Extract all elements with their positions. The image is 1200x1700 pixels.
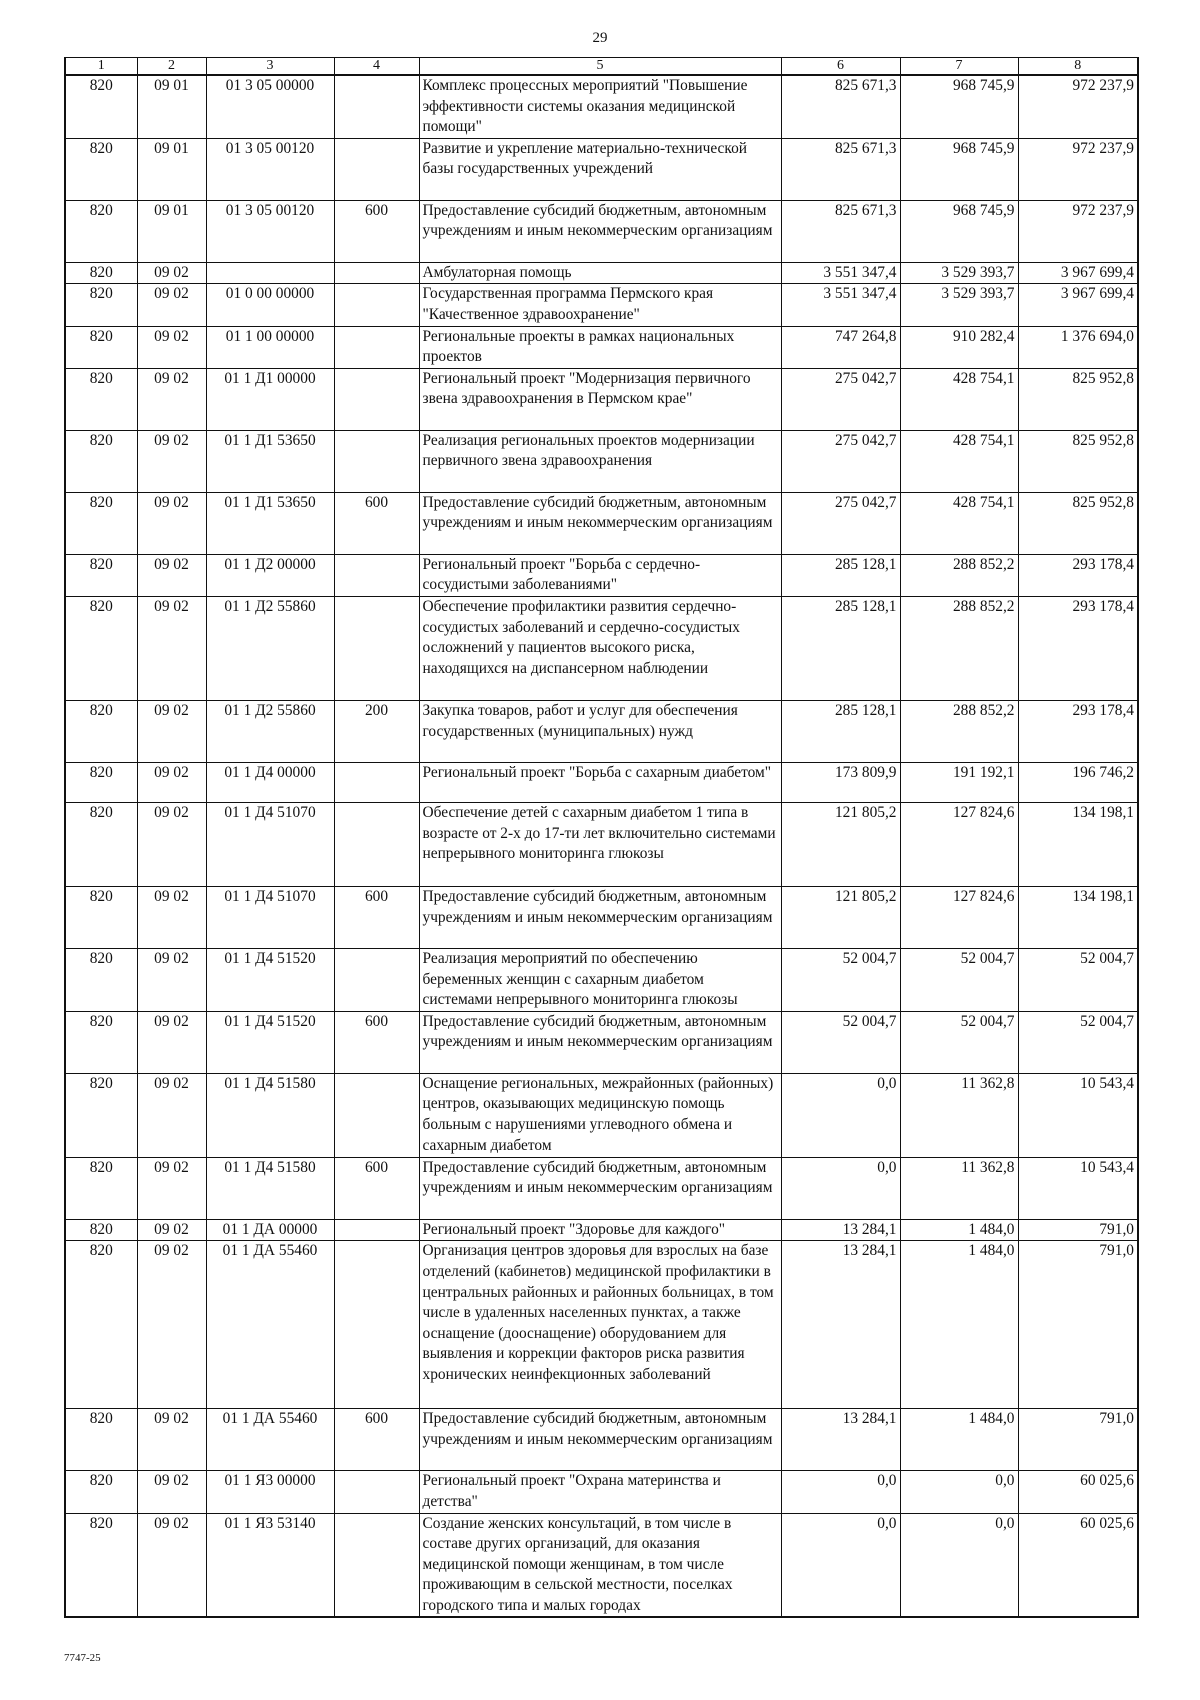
cell-col-1: 820	[65, 948, 137, 1011]
cell-col-1: 820	[65, 326, 137, 368]
cell-col-7: 0,0	[900, 1513, 1018, 1617]
cell-col-4	[334, 1513, 419, 1617]
cell-col-7: 428 754,1	[900, 430, 1018, 492]
cell-col-3: 01 1 ДА 55460	[206, 1409, 334, 1471]
cell-col-5: Региональный проект "Здоровье для каждого"	[419, 1219, 781, 1241]
cell-col-7: 1 484,0	[900, 1241, 1018, 1409]
cell-col-4	[334, 596, 419, 700]
cell-col-6: 747 264,8	[781, 326, 900, 368]
cell-col-8: 60 025,6	[1018, 1513, 1138, 1617]
cell-col-5: Создание женских консультаций, в том числе в составе других организаций, для оказания медицинской помощи женщинам, в том числе проживающим в сельской местности, поселках городского типа и малых городах	[419, 1513, 781, 1617]
cell-col-8: 60 025,6	[1018, 1471, 1138, 1513]
table-row	[65, 948, 1138, 1011]
cell-col-1: 820	[65, 1471, 137, 1513]
cell-col-8: 196 746,2	[1018, 762, 1138, 802]
table-row	[65, 1219, 1138, 1241]
cell-col-8: 972 237,9	[1018, 200, 1138, 262]
cell-col-2: 09 02	[137, 326, 206, 368]
cell-col-5: Предоставление субсидий бюджетным, автономным учреждениям и иным некоммерческим организациям	[419, 200, 781, 262]
cell-col-7: 52 004,7	[900, 1011, 1018, 1073]
cell-col-7: 11 362,8	[900, 1073, 1018, 1157]
cell-col-5: Обеспечение детей с сахарным диабетом 1 типа в возрасте от 2-х до 17-ти лет включительно системами непрерывного мониторинга глюкозы	[419, 802, 781, 886]
table-row	[65, 1409, 1138, 1471]
cell-col-4: 600	[334, 1011, 419, 1073]
cell-col-1: 820	[65, 200, 137, 262]
cell-col-7: 1 484,0	[900, 1219, 1018, 1241]
cell-col-6: 3 551 347,4	[781, 284, 900, 326]
cell-col-5: Региональный проект "Модернизация первичного звена здравоохранения в Пермском крае"	[419, 368, 781, 430]
cell-col-8: 1 376 694,0	[1018, 326, 1138, 368]
cell-col-3: 01 1 ДА 00000	[206, 1219, 334, 1241]
cell-col-1: 820	[65, 1219, 137, 1241]
cell-col-7: 288 852,2	[900, 554, 1018, 596]
cell-col-6: 285 128,1	[781, 596, 900, 700]
cell-col-7: 428 754,1	[900, 492, 1018, 554]
cell-col-5: Предоставление субсидий бюджетным, автономным учреждениям и иным некоммерческим организациям	[419, 1011, 781, 1073]
cell-col-4: 600	[334, 1409, 419, 1471]
cell-col-1: 820	[65, 75, 137, 138]
cell-col-7: 428 754,1	[900, 368, 1018, 430]
cell-col-1: 820	[65, 284, 137, 326]
table-row	[65, 1011, 1138, 1073]
cell-col-6: 285 128,1	[781, 700, 900, 762]
cell-col-2: 09 02	[137, 802, 206, 886]
cell-col-1: 820	[65, 886, 137, 948]
column-header-3: 3	[206, 58, 334, 76]
table-row	[65, 262, 1138, 284]
cell-col-8: 293 178,4	[1018, 700, 1138, 762]
cell-col-3: 01 1 00 00000	[206, 326, 334, 368]
cell-col-3: 01 1 Д4 00000	[206, 762, 334, 802]
cell-col-3: 01 1 Д4 51520	[206, 948, 334, 1011]
document-code: 7747-25	[64, 1652, 101, 1664]
cell-col-6: 275 042,7	[781, 368, 900, 430]
cell-col-6: 13 284,1	[781, 1241, 900, 1409]
cell-col-6: 825 671,3	[781, 75, 900, 138]
cell-col-8: 3 967 699,4	[1018, 262, 1138, 284]
cell-col-7: 1 484,0	[900, 1409, 1018, 1471]
cell-col-6: 0,0	[781, 1157, 900, 1219]
cell-col-6: 13 284,1	[781, 1219, 900, 1241]
cell-col-1: 820	[65, 492, 137, 554]
column-header-4: 4	[334, 58, 419, 76]
cell-col-8: 3 967 699,4	[1018, 284, 1138, 326]
cell-col-5: Амбулаторная помощь	[419, 262, 781, 284]
cell-col-1: 820	[65, 1073, 137, 1157]
cell-col-4	[334, 1073, 419, 1157]
table-row	[65, 368, 1138, 430]
column-header-8: 8	[1018, 58, 1138, 76]
cell-col-4	[334, 430, 419, 492]
cell-col-4	[334, 948, 419, 1011]
cell-col-3: 01 1 ДА 55460	[206, 1241, 334, 1409]
cell-col-6: 3 551 347,4	[781, 262, 900, 284]
cell-col-3: 01 1 Д4 51580	[206, 1073, 334, 1157]
cell-col-3: 01 3 05 00120	[206, 138, 334, 200]
cell-col-5: Региональный проект "Охрана материнства и детства"	[419, 1471, 781, 1513]
cell-col-4	[334, 554, 419, 596]
cell-col-2: 09 02	[137, 886, 206, 948]
cell-col-3: 01 3 05 00120	[206, 200, 334, 262]
cell-col-4	[334, 368, 419, 430]
cell-col-7: 3 529 393,7	[900, 284, 1018, 326]
cell-col-2: 09 02	[137, 948, 206, 1011]
cell-col-5: Государственная программа Пермского края "Качественное здравоохранение"	[419, 284, 781, 326]
cell-col-2: 09 01	[137, 75, 206, 138]
cell-col-1: 820	[65, 138, 137, 200]
cell-col-1: 820	[65, 700, 137, 762]
cell-col-7: 968 745,9	[900, 200, 1018, 262]
cell-col-1: 820	[65, 802, 137, 886]
cell-col-6: 0,0	[781, 1471, 900, 1513]
cell-col-2: 09 02	[137, 1409, 206, 1471]
table-row	[65, 326, 1138, 368]
cell-col-8: 10 543,4	[1018, 1157, 1138, 1219]
cell-col-7: 288 852,2	[900, 596, 1018, 700]
column-header-7: 7	[900, 58, 1018, 76]
cell-col-5: Региональный проект "Борьба с сердечно-сосудистыми заболеваниями"	[419, 554, 781, 596]
cell-col-6: 275 042,7	[781, 430, 900, 492]
cell-col-4: 600	[334, 1157, 419, 1219]
cell-col-2: 09 02	[137, 284, 206, 326]
page-number: 29	[592, 30, 608, 46]
cell-col-1: 820	[65, 368, 137, 430]
cell-col-3: 01 1 Д4 51070	[206, 802, 334, 886]
cell-col-2: 09 02	[137, 492, 206, 554]
cell-col-7: 0,0	[900, 1471, 1018, 1513]
cell-col-5: Региональный проект "Борьба с сахарным диабетом"	[419, 762, 781, 802]
cell-col-3: 01 1 Д4 51070	[206, 886, 334, 948]
cell-col-8: 134 198,1	[1018, 802, 1138, 886]
cell-col-8: 972 237,9	[1018, 75, 1138, 138]
cell-col-6: 52 004,7	[781, 1011, 900, 1073]
cell-col-2: 09 01	[137, 200, 206, 262]
cell-col-7: 127 824,6	[900, 802, 1018, 886]
cell-col-8: 52 004,7	[1018, 948, 1138, 1011]
cell-col-6: 825 671,3	[781, 200, 900, 262]
cell-col-3: 01 1 Д1 00000	[206, 368, 334, 430]
cell-col-3: 01 1 Д2 00000	[206, 554, 334, 596]
cell-col-3: 01 1 Д1 53650	[206, 430, 334, 492]
cell-col-7: 968 745,9	[900, 138, 1018, 200]
cell-col-2: 09 02	[137, 368, 206, 430]
cell-col-3: 01 1 Д1 53650	[206, 492, 334, 554]
cell-col-4: 200	[334, 700, 419, 762]
cell-col-2: 09 02	[137, 1073, 206, 1157]
cell-col-6: 52 004,7	[781, 948, 900, 1011]
cell-col-8: 825 952,8	[1018, 492, 1138, 554]
cell-col-6: 275 042,7	[781, 492, 900, 554]
cell-col-6: 825 671,3	[781, 138, 900, 200]
cell-col-3: 01 1 Д4 51520	[206, 1011, 334, 1073]
cell-col-4: 600	[334, 200, 419, 262]
cell-col-7: 968 745,9	[900, 75, 1018, 138]
cell-col-2: 09 02	[137, 700, 206, 762]
cell-col-4	[334, 762, 419, 802]
cell-col-8: 791,0	[1018, 1409, 1138, 1471]
cell-col-1: 820	[65, 1157, 137, 1219]
cell-col-7: 11 362,8	[900, 1157, 1018, 1219]
cell-col-5: Предоставление субсидий бюджетным, автономным учреждениям и иным некоммерческим организациям	[419, 1409, 781, 1471]
cell-col-1: 820	[65, 1513, 137, 1617]
cell-col-8: 791,0	[1018, 1241, 1138, 1409]
table-row	[65, 284, 1138, 326]
cell-col-5: Региональные проекты в рамках национальных проектов	[419, 326, 781, 368]
cell-col-1: 820	[65, 554, 137, 596]
cell-col-4	[334, 262, 419, 284]
column-header-5: 5	[419, 58, 781, 76]
cell-col-5: Предоставление субсидий бюджетным, автономным учреждениям и иным некоммерческим организациям	[419, 1157, 781, 1219]
header-row	[65, 58, 1138, 76]
cell-col-2: 09 02	[137, 1157, 206, 1219]
cell-col-6: 121 805,2	[781, 886, 900, 948]
cell-col-3	[206, 262, 334, 284]
cell-col-7: 910 282,4	[900, 326, 1018, 368]
cell-col-6: 285 128,1	[781, 554, 900, 596]
cell-col-4: 600	[334, 886, 419, 948]
cell-col-5: Оснащение региональных, межрайонных (районных) центров, оказывающих медицинскую помощь больным с нарушениями углеводного обмена и сахарным диабетом	[419, 1073, 781, 1157]
table-row	[65, 1513, 1138, 1617]
cell-col-8: 134 198,1	[1018, 886, 1138, 948]
cell-col-4	[334, 284, 419, 326]
table-row	[65, 596, 1138, 700]
cell-col-2: 09 02	[137, 1219, 206, 1241]
cell-col-4	[334, 1219, 419, 1241]
cell-col-1: 820	[65, 430, 137, 492]
cell-col-4: 600	[334, 492, 419, 554]
cell-col-2: 09 02	[137, 596, 206, 700]
cell-col-3: 01 1 Я3 00000	[206, 1471, 334, 1513]
cell-col-5: Закупка товаров, работ и услуг для обеспечения государственных (муниципальных) нужд	[419, 700, 781, 762]
cell-col-2: 09 02	[137, 1241, 206, 1409]
cell-col-2: 09 02	[137, 762, 206, 802]
table-row	[65, 762, 1138, 802]
cell-col-2: 09 02	[137, 430, 206, 492]
table-row	[65, 1241, 1138, 1409]
cell-col-3: 01 1 Д2 55860	[206, 700, 334, 762]
cell-col-8: 52 004,7	[1018, 1011, 1138, 1073]
cell-col-1: 820	[65, 1409, 137, 1471]
cell-col-5: Реализация мероприятий по обеспечению беременных женщин с сахарным диабетом системами непрерывного мониторинга глюкозы	[419, 948, 781, 1011]
cell-col-2: 09 01	[137, 138, 206, 200]
cell-col-1: 820	[65, 762, 137, 802]
cell-col-3: 01 3 05 00000	[206, 75, 334, 138]
cell-col-1: 820	[65, 1011, 137, 1073]
cell-col-6: 13 284,1	[781, 1409, 900, 1471]
table-row	[65, 200, 1138, 262]
cell-col-8: 825 952,8	[1018, 368, 1138, 430]
column-header-1: 1	[65, 58, 137, 76]
table-row	[65, 1157, 1138, 1219]
table-row	[65, 1471, 1138, 1513]
cell-col-7: 3 529 393,7	[900, 262, 1018, 284]
cell-col-2: 09 02	[137, 1011, 206, 1073]
cell-col-7: 288 852,2	[900, 700, 1018, 762]
cell-col-5: Организация центров здоровья для взрослых на базе отделений (кабинетов) медицинской профилактики в центральных районных и районных больницах, в том числе в удаленных населенных пунктах, а также оснащение (дооснащение) оборудованием для выявления и коррекции факторов риска развития хронических неинфекционных заболеваний	[419, 1241, 781, 1409]
cell-col-4	[334, 138, 419, 200]
cell-col-1: 820	[65, 1241, 137, 1409]
cell-col-7: 127 824,6	[900, 886, 1018, 948]
cell-col-8: 293 178,4	[1018, 554, 1138, 596]
table-row	[65, 75, 1138, 138]
table-row	[65, 886, 1138, 948]
cell-col-3: 01 1 Д4 51580	[206, 1157, 334, 1219]
cell-col-7: 52 004,7	[900, 948, 1018, 1011]
column-header-6: 6	[781, 58, 900, 76]
table-row	[65, 700, 1138, 762]
cell-col-2: 09 02	[137, 1513, 206, 1617]
cell-col-3: 01 1 Д2 55860	[206, 596, 334, 700]
cell-col-5: Предоставление субсидий бюджетным, автономным учреждениям и иным некоммерческим организациям	[419, 492, 781, 554]
cell-col-1: 820	[65, 596, 137, 700]
cell-col-6: 173 809,9	[781, 762, 900, 802]
cell-col-8: 791,0	[1018, 1219, 1138, 1241]
cell-col-4	[334, 802, 419, 886]
column-header-2: 2	[137, 58, 206, 76]
cell-col-3: 01 0 00 00000	[206, 284, 334, 326]
cell-col-6: 0,0	[781, 1073, 900, 1157]
cell-col-5: Комплекс процессных мероприятий "Повышение эффективности системы оказания медицинской помощи"	[419, 75, 781, 138]
cell-col-6: 0,0	[781, 1513, 900, 1617]
cell-col-5: Обеспечение профилактики развития сердечно-сосудистых заболеваний и сердечно-сосудистых осложнений у пациентов высокого риска, находящихся на диспансерном наблюдении	[419, 596, 781, 700]
cell-col-2: 09 02	[137, 1471, 206, 1513]
table-row	[65, 802, 1138, 886]
table-row	[65, 430, 1138, 492]
cell-col-5: Развитие и укрепление материально-технической базы государственных учреждений	[419, 138, 781, 200]
cell-col-8: 972 237,9	[1018, 138, 1138, 200]
cell-col-6: 121 805,2	[781, 802, 900, 886]
cell-col-1: 820	[65, 262, 137, 284]
cell-col-2: 09 02	[137, 262, 206, 284]
cell-col-4	[334, 326, 419, 368]
table-body	[65, 75, 1138, 1617]
cell-col-5: Реализация региональных проектов модернизации первичного звена здравоохранения	[419, 430, 781, 492]
cell-col-8: 825 952,8	[1018, 430, 1138, 492]
table-row	[65, 492, 1138, 554]
cell-col-5: Предоставление субсидий бюджетным, автономным учреждениям и иным некоммерческим организациям	[419, 886, 781, 948]
table-row	[65, 1073, 1138, 1157]
cell-col-7: 191 192,1	[900, 762, 1018, 802]
cell-col-8: 293 178,4	[1018, 596, 1138, 700]
cell-col-4	[334, 1241, 419, 1409]
cell-col-4	[334, 1471, 419, 1513]
cell-col-8: 10 543,4	[1018, 1073, 1138, 1157]
budget-table	[64, 57, 1139, 1618]
cell-col-4	[334, 75, 419, 138]
cell-col-3: 01 1 Я3 53140	[206, 1513, 334, 1617]
table-row	[65, 138, 1138, 200]
cell-col-2: 09 02	[137, 554, 206, 596]
table-row	[65, 554, 1138, 596]
